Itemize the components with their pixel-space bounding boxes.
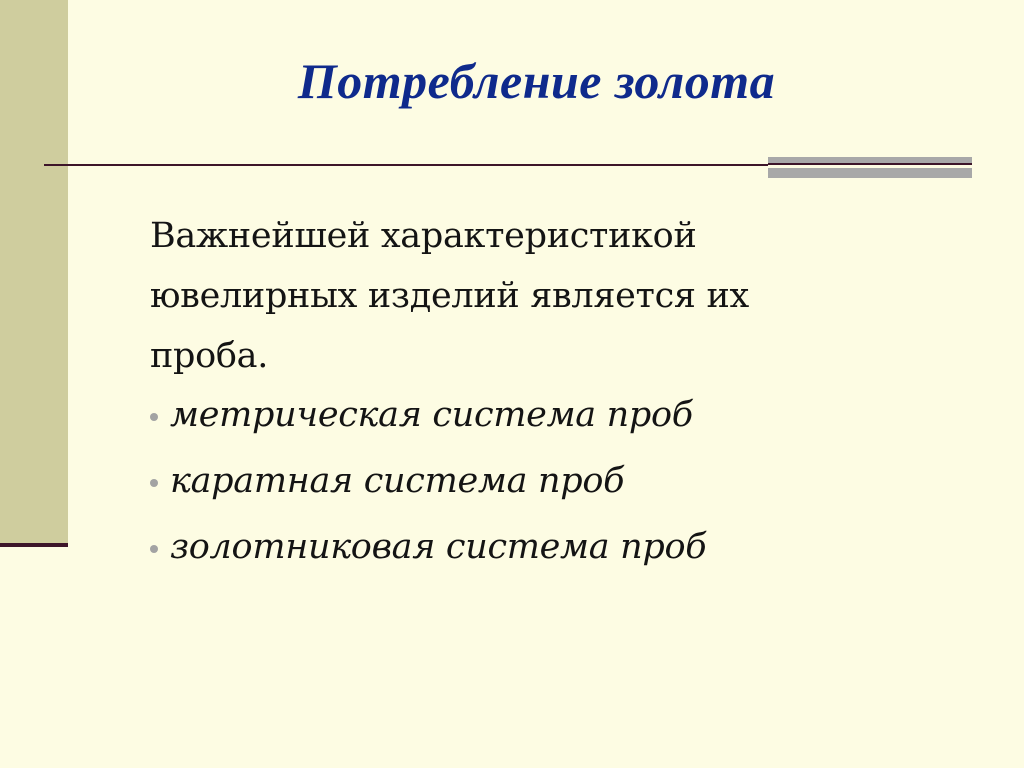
bullet-dot-icon bbox=[150, 413, 158, 421]
bullet-item bbox=[150, 382, 706, 448]
left-bar-underline bbox=[0, 543, 68, 547]
intro-line-3: проба. bbox=[150, 336, 269, 376]
intro-paragraph bbox=[150, 206, 910, 386]
title-accent-stripes bbox=[768, 157, 972, 178]
slide-title: Потребление золота bbox=[297, 53, 776, 109]
bullet-text-zolotnik: золотниковая система проб bbox=[170, 527, 707, 567]
bullet-item bbox=[150, 448, 706, 514]
bullet-list bbox=[150, 382, 706, 580]
bullet-text-metric: метрическая система проб bbox=[170, 395, 693, 435]
intro-line-2: ювелирных изделий является их bbox=[150, 276, 749, 316]
bullet-dot-icon bbox=[150, 479, 158, 487]
intro-line-1: Важнейшей характеристикой bbox=[150, 216, 697, 256]
bullet-item bbox=[150, 514, 706, 580]
bullet-dot-icon bbox=[150, 545, 158, 553]
bullet-text-carat: каратная система проб bbox=[170, 461, 625, 501]
